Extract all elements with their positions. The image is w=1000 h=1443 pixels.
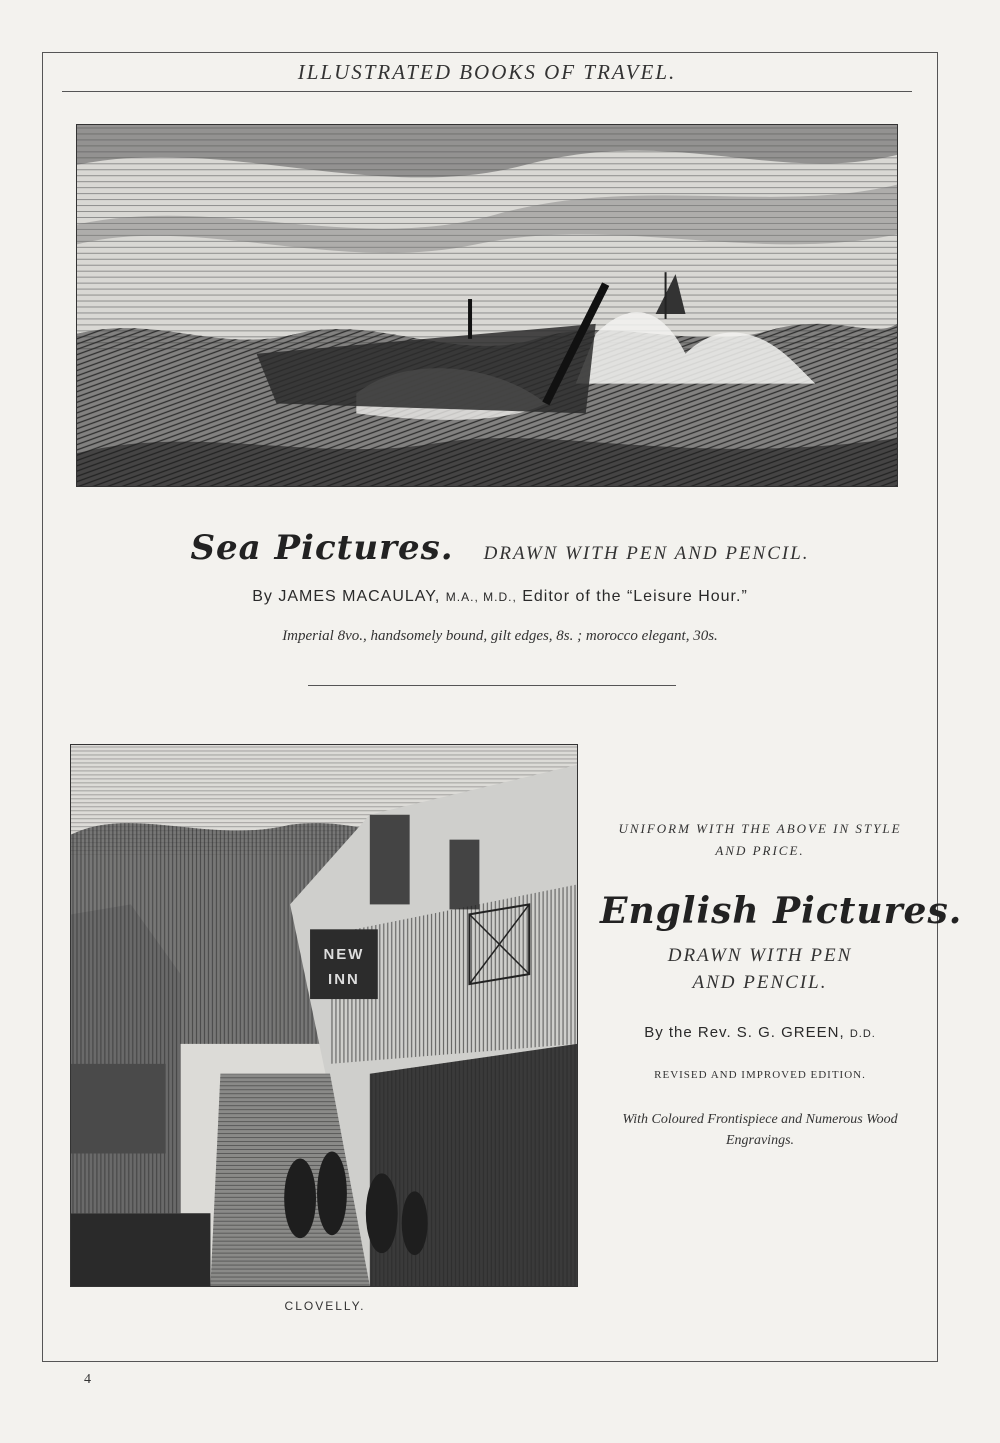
clovelly-caption: CLOVELLY. bbox=[284, 1299, 366, 1313]
new-inn-sign-bottom: INN bbox=[328, 971, 360, 989]
features-note: With Coloured Frontispiece and Numerous Wood Engravings. bbox=[622, 1112, 898, 1148]
new-inn-sign-top: NEW bbox=[323, 946, 365, 964]
english-pictures-panel bbox=[600, 818, 963, 1151]
author-role: Editor of the “Leisure Hour.” bbox=[522, 588, 748, 605]
author-name: By JAMES MACAULAY, bbox=[252, 588, 441, 605]
sea-pictures-heading bbox=[0, 528, 1000, 568]
author-name: By the Rev. S. G. GREEN, bbox=[644, 1024, 845, 1041]
sea-pictures-author bbox=[0, 588, 1000, 606]
subtitle-line-2: AND PENCIL. bbox=[692, 972, 828, 993]
header-rule bbox=[62, 91, 912, 92]
author-degree: D.D. bbox=[849, 1028, 876, 1040]
clovelly-engraving bbox=[70, 744, 578, 1287]
uniform-note: UNIFORM WITH THE ABOVE IN STYLE AND PRICE. bbox=[618, 821, 902, 858]
running-title: ILLUSTRATED BOOKS OF TRAVEL. bbox=[297, 60, 677, 84]
author-degrees: M.A., M.D., bbox=[445, 590, 517, 604]
page-number: 4 bbox=[84, 1372, 91, 1387]
english-pictures-title: English Pictures. bbox=[600, 890, 963, 932]
section-divider bbox=[308, 685, 676, 686]
subtitle-line-1: DRAWN WITH PEN bbox=[667, 945, 853, 966]
shipwreck-engraving bbox=[76, 124, 898, 487]
sea-pictures-subtitle: DRAWN WITH PEN AND PENCIL. bbox=[483, 543, 810, 564]
sea-pictures-price: Imperial 8vo., handsomely bound, gilt edges, 8s. ; morocco elegant, 30s. bbox=[282, 628, 718, 644]
edition-note: REVISED AND IMPROVED EDITION. bbox=[654, 1069, 866, 1081]
english-pictures-author bbox=[600, 1024, 920, 1041]
english-pictures-subtitle bbox=[600, 942, 920, 996]
sea-pictures-title: Sea Pictures. bbox=[190, 528, 454, 568]
